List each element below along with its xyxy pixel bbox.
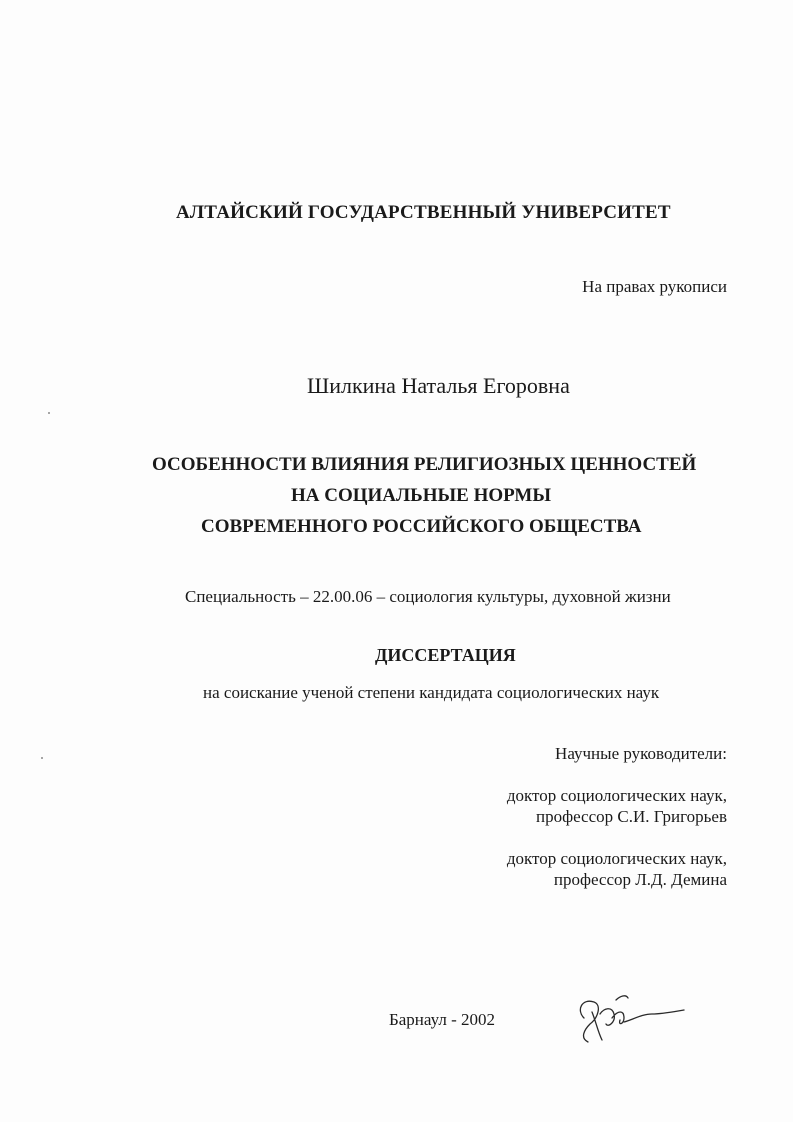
- scan-speck: [48, 412, 50, 414]
- title-line-1: ОСОБЕННОСТИ ВЛИЯНИЯ РЕЛИГИОЗНЫХ ЦЕННОСТЕЙ: [152, 454, 697, 475]
- supervisor-1-degree: доктор социологических наук,: [506, 786, 727, 805]
- title-line-3: СОВРЕМЕННОГО РОССИЙСКОГО ОБЩЕСТВА: [201, 516, 642, 537]
- rights-note: На правах рукописи: [582, 277, 727, 296]
- scan-speck: [41, 757, 43, 759]
- author-name: Шилкина Наталья Егоровна: [307, 373, 570, 398]
- handwritten-signature: [572, 988, 692, 1048]
- title-line-2: НА СОЦИАЛЬНЫЕ НОРМЫ: [291, 485, 551, 506]
- supervisor-2-name: профессор Л.Д. Демина: [553, 870, 727, 889]
- document-type: ДИССЕРТАЦИЯ: [375, 645, 516, 665]
- university-name: АЛТАЙСКИЙ ГОСУДАРСТВЕННЫЙ УНИВЕРСИТЕТ: [176, 202, 671, 223]
- specialty-line: Специальность – 22.00.06 – социология культуры, духовной жизни: [185, 587, 671, 606]
- supervisor-2-degree: доктор социологических наук,: [506, 849, 727, 868]
- degree-line: на соискание ученой степени кандидата социологических наук: [203, 683, 660, 702]
- city-year: Барнаул - 2002: [389, 1010, 495, 1029]
- supervisors-heading: Научные руководители:: [555, 744, 727, 763]
- supervisor-1-name: профессор С.И. Григорьев: [535, 807, 727, 826]
